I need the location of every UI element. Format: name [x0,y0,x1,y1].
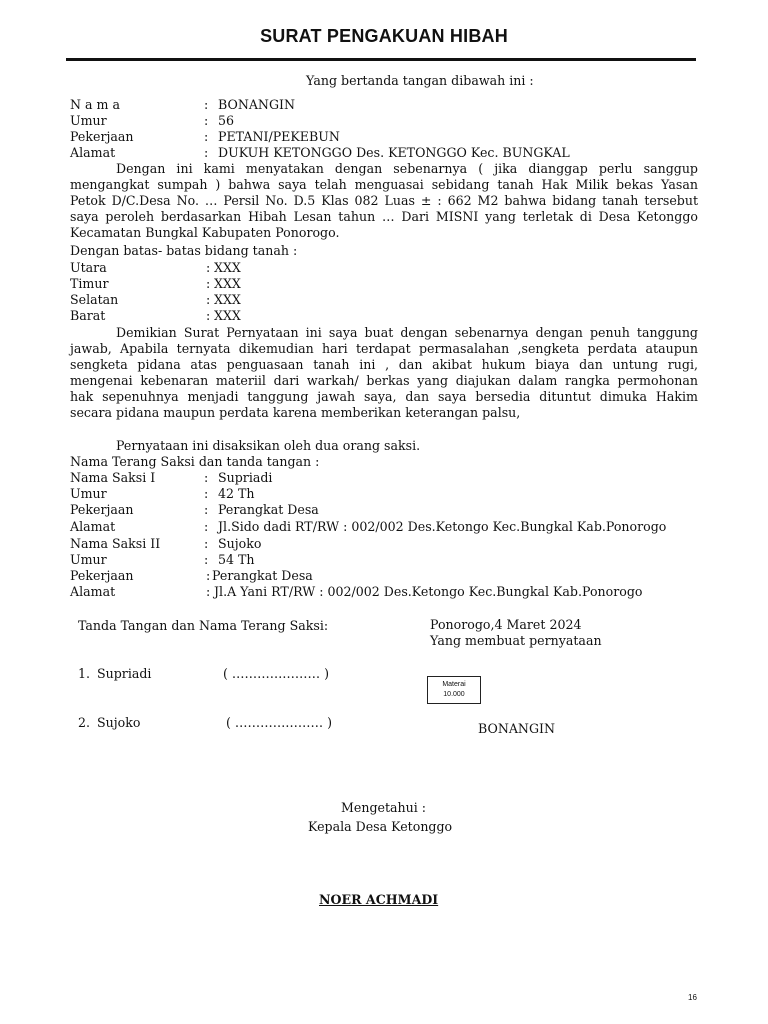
paragraph-line: mengenai kebenaran materiil dari warkah/ berkas yang diajukan dalam rangka permohonan [70,373,698,388]
field-value: XXX [214,292,241,307]
stamp-label: Materai [442,681,466,688]
paragraph-line: Petok D/C.Desa No. … Persil No. D.5 Klas 082 Luas ± : 662 M2 bahwa bidang tanah tersebut [70,193,698,208]
field-separator: : [204,536,209,551]
field-separator: : [204,113,209,128]
statement-paragraph [70,161,698,241]
stamp-value: 10.000 [443,691,465,698]
paragraph-line: Dengan ini kami menyatakan dengan sebenarnya ( jika dianggap perlu sanggup [116,161,698,176]
field-value: Jl.A Yani RT/RW : 002/002 Des.Ketongo Kec.Bungkal Kab.Ponorogo [214,584,643,599]
witness-signature-name: Sujoko [97,715,141,730]
paragraph-line: sengketa pidana atas penguasaan tanah ini , dan akibat hukum biaya dan untung rugi, [70,357,698,372]
title-rule [66,58,696,61]
field-label: Pekerjaan [70,129,134,144]
maker-name: BONANGIN [478,721,556,736]
maker-label: Yang membuat pernyataan [430,633,602,648]
paragraph-line: secara pidana maupun perdata karena memberikan keterangan palsu, [70,405,521,420]
field-separator: : [206,260,211,275]
witness-signature-heading: Tanda Tangan dan Nama Terang Saksi: [78,618,329,633]
paragraph-line: mengangkat sumpah ) bahwa saya telah menguasai sebidang tanah Hak Milik bekas Yasan [70,177,698,192]
signature-line: ( ………………… ) [226,715,332,730]
field-label: Selatan [70,292,119,307]
field-value: XXX [214,260,241,275]
field-value: 56 [218,113,235,128]
field-value: 54 Th [218,552,255,567]
signature-line: ( ………………… ) [223,666,329,681]
field-label: Utara [70,260,107,275]
field-separator: : [204,470,209,485]
field-label: Umur [70,113,107,128]
field-separator: : [206,276,211,291]
field-label: Barat [70,308,106,323]
intro-text: Yang bertanda tangan dibawah ini : [306,73,534,88]
approval-label: Mengetahui : [341,800,427,815]
field-value: BONANGIN [218,97,296,112]
witness-signature-name: Supriadi [97,666,152,681]
field-separator: : [204,129,209,144]
field-separator: : [204,552,209,567]
field-value: Supriadi [218,470,273,485]
field-separator: : [204,97,209,112]
field-separator: : [204,145,209,160]
paragraph-line: Kecamatan Bungkal Kabupaten Ponorogo. [70,225,340,240]
field-label: Pekerjaan [70,568,134,583]
paragraph-line: jawab, Apabila ternyata dikemudian hari terdapat permasalahan ,sengketa perdata ataupun [70,341,698,356]
witness-signature-number: 1. [78,666,91,681]
field-label: Timur [70,276,109,291]
closing-paragraph [70,325,698,421]
field-separator: : [204,502,209,517]
page-number: 16 [688,993,697,1002]
field-label: Alamat [70,584,116,599]
field-value: Jl.Sido dadi RT/RW : 002/002 Des.Ketongo Kec.Bungkal Kab.Ponorogo [218,519,667,534]
field-value: Sujoko [218,536,262,551]
field-label: Alamat [70,145,116,160]
field-label: Umur [70,552,107,567]
field-separator: : [206,568,211,583]
field-value: XXX [214,276,241,291]
witness-signature-number: 2. [78,715,91,730]
witness-heading: Nama Terang Saksi dan tanda tangan : [70,454,320,469]
field-value: Perangkat Desa [218,502,319,517]
duty-stamp-box [427,676,481,704]
paragraph-line: Demikian Surat Pernyataan ini saya buat dengan sebenarnya dengan penuh tanggung [116,325,698,340]
witness-intro: Pernyataan ini disaksikan oleh dua orang saksi. [116,438,421,453]
field-label: Umur [70,486,107,501]
field-label: Alamat [70,519,116,534]
field-separator: : [206,308,211,323]
field-separator: : [206,584,211,599]
field-value: XXX [214,308,241,323]
field-label: Pekerjaan [70,502,134,517]
field-label: Nama Saksi II [70,536,161,551]
field-label: Nama Saksi I [70,470,156,485]
field-value: 42 Th [218,486,255,501]
boundaries-heading: Dengan batas- batas bidang tanah : [70,243,298,258]
field-separator: : [204,519,209,534]
field-value: DUKUH KETONGGO Des. KETONGGO Kec. BUNGKAL [218,145,570,160]
village-head-name: NOER ACHMADI [319,892,439,907]
field-separator: : [204,486,209,501]
paragraph-line: hak sepenuhnya menjadi tanggung jawah saya, dan saya bersedia dituntut dimuka Hakim [70,389,698,404]
document-title: SURAT PENGAKUAN HIBAH [260,26,508,46]
place-date: Ponorogo,4 Maret 2024 [430,617,582,632]
approval-position: Kepala Desa Ketonggo [308,819,453,834]
field-value: PETANI/PEKEBUN [218,129,340,144]
field-value: Perangkat Desa [212,568,313,583]
field-separator: : [206,292,211,307]
paragraph-line: saya peroleh berdasarkan Hibah Lesan tahun … Dari MISNI yang terletak di Desa Ketonggo [70,209,698,224]
field-label: N a m a [70,97,120,112]
